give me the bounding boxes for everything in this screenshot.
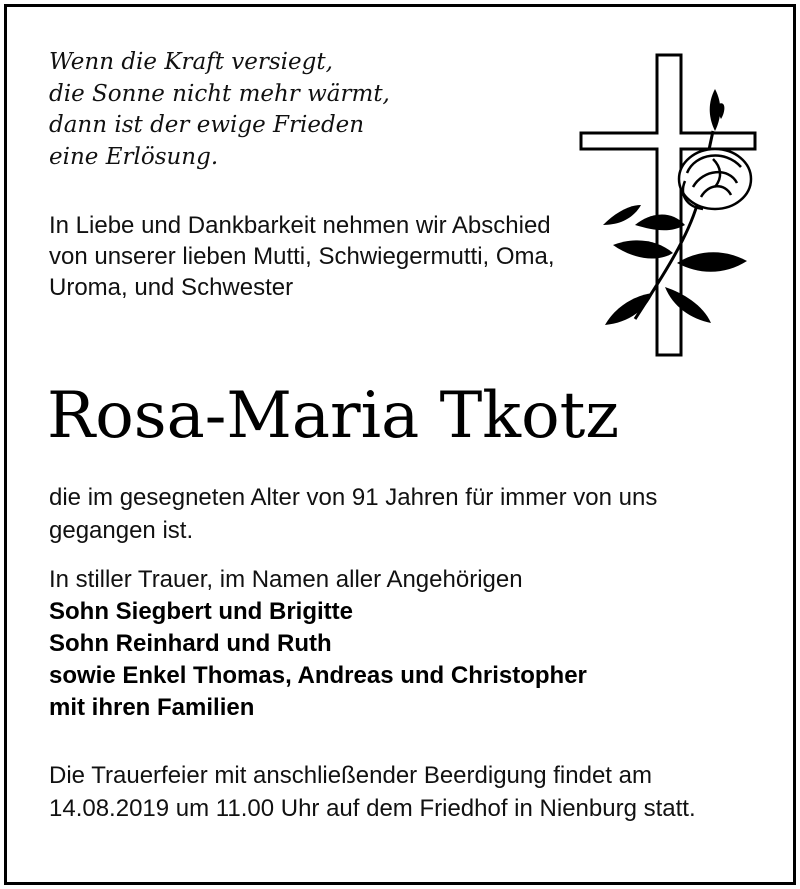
mourners-intro: In stiller Trauer, im Namen aller Angehörigen (49, 566, 523, 593)
poem-line: dann ist der ewige Frieden (49, 112, 365, 138)
poem (49, 47, 390, 173)
mourners-block (49, 564, 769, 724)
mourner-name: mit ihren Familien (49, 694, 255, 721)
mourner-name: Sohn Siegbert und Brigitte (49, 598, 353, 625)
age-statement: die im gesegneten Alter von 91 Jahren für immer von uns gegangen ist. (49, 484, 658, 544)
cross-with-rose-icon (575, 49, 765, 361)
farewell-text: In Liebe und Dankbarkeit nehmen wir Abschied von unserer lieben Mutti, Schwiegermutti, Oma, Uroma, und Schwester (49, 212, 555, 301)
mourner-name: sowie Enkel Thomas, Andreas und Christopher (49, 662, 587, 689)
deceased-name: Rosa-Maria Tkotz (47, 379, 620, 453)
poem-line: die Sonne nicht mehr wärmt, (49, 80, 390, 107)
obituary-frame (4, 4, 796, 885)
poem-line: Wenn die Kraft versiegt, (49, 49, 333, 75)
ceremony-details: Die Trauerfeier mit anschließender Beerdigung findet am 14.08.2019 um 11.00 Uhr auf dem Friedhof in Nienburg statt. (49, 762, 696, 822)
mourner-name: Sohn Reinhard und Ruth (49, 630, 332, 657)
poem-line: eine Erlösung. (49, 143, 219, 170)
